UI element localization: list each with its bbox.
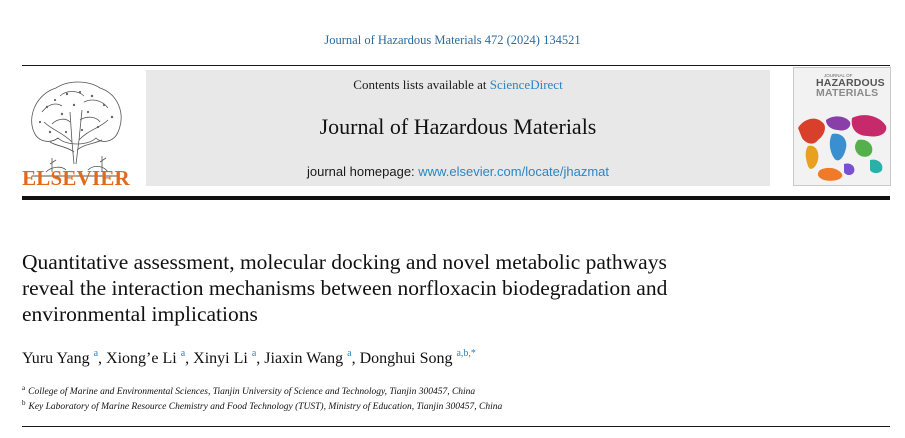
- author-affiliation-mark[interactable]: a: [180, 348, 186, 359]
- cover-world-map-icon: [794, 106, 890, 185]
- publisher-name: ELSEVIER: [22, 166, 130, 190]
- header-top-rule: [22, 65, 890, 66]
- author-name[interactable]: Donghui Song: [359, 350, 453, 367]
- author-affiliation-mark[interactable]: a: [251, 348, 257, 359]
- affiliation-text: Key Laboratory of Marine Resource Chemistry and Food Technology (TUST), Ministry of Education, Tianjin 300457, China: [28, 402, 503, 412]
- journal-masthead: [146, 70, 770, 186]
- author-separator: ,: [98, 350, 107, 367]
- homepage-link[interactable]: www.elsevier.com/locate/jhazmat: [418, 164, 610, 179]
- journal-title: Journal of Hazardous Materials: [319, 114, 597, 139]
- article-title-line: reveal the interaction mechanisms between norfloxacin biodegradation and: [22, 276, 668, 300]
- author-affiliation-mark[interactable]: a: [347, 348, 352, 359]
- cover-title-line2: MATERIALS: [816, 86, 879, 99]
- author-list: [22, 348, 476, 368]
- author-name[interactable]: Xiong’e Li: [106, 350, 177, 367]
- cover-kicker: JOURNAL OF: [824, 73, 853, 78]
- cover-title: [816, 79, 885, 98]
- author-name[interactable]: Yuru Yang: [22, 350, 90, 367]
- author-separator: ,: [351, 350, 360, 367]
- cover-title-line1: HAZARDOUS: [816, 77, 885, 89]
- affiliation-mark: b: [22, 399, 26, 407]
- author-name[interactable]: Xinyi Li: [193, 350, 248, 367]
- author-name[interactable]: Jiaxin Wang: [264, 350, 344, 367]
- sciencedirect-link[interactable]: ScienceDirect: [489, 77, 563, 92]
- section-divider: [22, 426, 890, 427]
- journal-homepage: [146, 164, 770, 179]
- author-separator: ,: [185, 350, 194, 367]
- journal-cover-thumbnail[interactable]: [793, 67, 891, 186]
- contents-availability: [146, 77, 770, 93]
- affiliation-b: [22, 399, 502, 412]
- header-bottom-rule: [22, 196, 890, 200]
- contents-prefix: Contents lists available at: [353, 77, 490, 92]
- homepage-prefix: journal homepage:: [306, 164, 419, 179]
- article-title-line: Quantitative assessment, molecular docking and novel metabolic pathways: [22, 250, 667, 274]
- affiliation-mark: a: [22, 384, 26, 392]
- author-separator: ,: [256, 350, 265, 367]
- affiliation-a: [22, 384, 475, 397]
- author-affiliation-mark[interactable]: a: [93, 348, 99, 359]
- journal-citation[interactable]: Journal of Hazardous Materials 472 (2024) 134521: [324, 33, 581, 47]
- affiliation-text: College of Marine and Environmental Sciences, Tianjin University of Science and Technology, Tianjin 300457, China: [28, 387, 476, 397]
- article-title: [22, 249, 882, 327]
- author-affiliation-mark[interactable]: a,b,*: [456, 348, 476, 359]
- article-title-line: environmental implications: [22, 302, 258, 326]
